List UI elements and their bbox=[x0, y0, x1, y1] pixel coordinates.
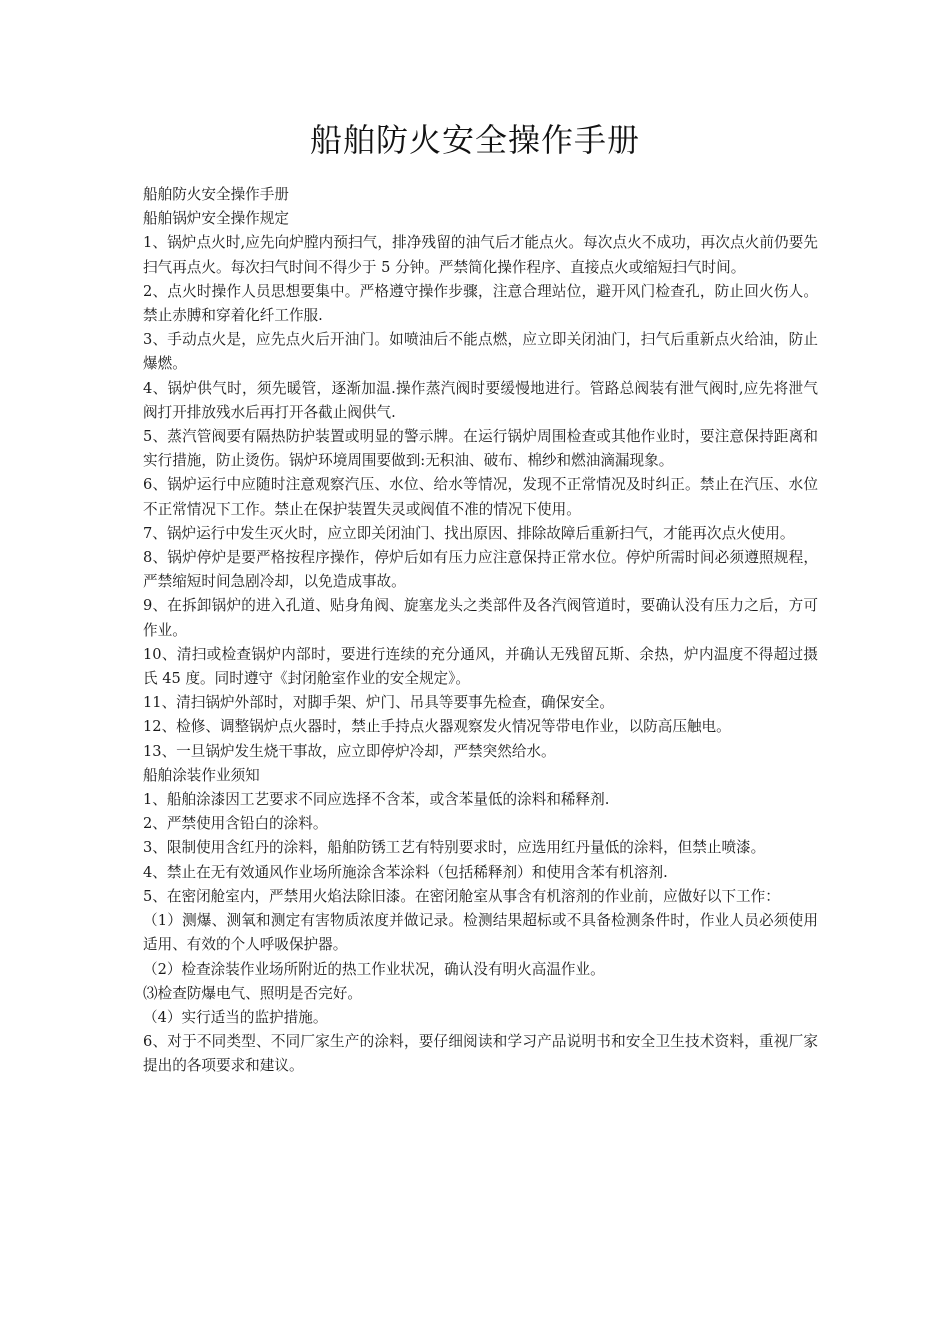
paragraph: 5、蒸汽管阀要有隔热防护装置或明显的警示牌。在运行锅炉周围检查或其他作业时，要注意保持距离和实行措施，防止烫伤。锅炉环境周围要做到:无积油、破布、棉纱和燃油滴漏现象。 bbox=[143, 428, 818, 470]
paragraph: ⑶检查防爆电气、照明是否完好。 bbox=[143, 984, 362, 1002]
paragraph: 1、锅炉点火时,应先向炉膛内预扫气，排净残留的油气后才能点火。每次点火不成功，再次点火前仍要先扫气再点火。每次扫气时间不得少于 5 分钟。严禁简化操作程序、直接点火或缩短扫气时间。 bbox=[143, 234, 818, 276]
paragraph: 船舶防火安全操作手册 bbox=[143, 186, 289, 203]
paragraph: 1、船舶涂漆因工艺要求不同应选择不含苯，或含苯量低的涂料和稀释剂. bbox=[143, 791, 610, 809]
paragraph: 13、一旦锅炉发生烧干事故，应立即停炉冷却，严禁突然给水。 bbox=[143, 742, 556, 760]
paragraph: 6、锅炉运行中应随时注意观察汽压、水位、给水等情况，发现不正常情况及时纠正。禁止在汽压、水位不正常情况下工作。禁止在保护装置失灵或阀值不准的情况下使用。 bbox=[143, 476, 818, 518]
paragraph: 6、对于不同类型、不同厂家生产的涂料，要仔细阅读和学习产品说明书和安全卫生技术资料，重视厂家提出的各项要求和建议。 bbox=[143, 1033, 818, 1075]
paragraph: 12、检修、调整锅炉点火器时，禁止手持点火器观察发火情况等带电作业，以防高压触电。 bbox=[143, 718, 731, 736]
paragraph: （2）检查涂装作业场所附近的热工作业状况，确认没有明火高温作业。 bbox=[143, 960, 605, 978]
paragraph: 11、清扫锅炉外部时，对脚手架、炉门、吊具等要事先检查，确保安全。 bbox=[143, 694, 614, 712]
paragraph: 8、锅炉停炉是要严格按程序操作，停炉后如有压力应注意保持正常水位。停炉所需时间必须遵照规程，严禁缩短时间急剧冷却，以免造成事故。 bbox=[143, 549, 818, 591]
paragraph: 2、点火时操作人员思想要集中。严格遵守操作步骤，注意合理站位，避开风门检查孔，防止回火伤人。禁止赤膊和穿着化纤工作服. bbox=[143, 282, 818, 325]
paragraph: 9、在拆卸锅炉的进入孔道、贴身角阀、旋塞龙头之类部件及各汽阀管道时，要确认没有压力之后，方可作业。 bbox=[143, 597, 818, 639]
paragraph: 4、锅炉供气时，须先暖管，逐渐加温.操作蒸汽阀时要缓慢地进行。管路总阀装有泄气阀时,应先将泄气阀打开排放残水后再打开各截止阀供气. bbox=[143, 379, 818, 421]
paragraph: （4）实行适当的监护措施。 bbox=[143, 1008, 328, 1026]
section-heading: 船舶涂装作业须知 bbox=[143, 766, 260, 784]
paragraph: （1）测爆、测氧和测定有害物质浓度并做记录。检测结果超标或不具备检测条件时，作业人员必须使用适用、有效的个人呼吸保护器。 bbox=[143, 912, 818, 954]
paragraph: 7、锅炉运行中发生灭火时，应立即关闭油门、找出原因、排除故障后重新扫气，才能再次点火使用。 bbox=[143, 524, 795, 542]
paragraph: 2、严禁使用含铅白的涂料。 bbox=[143, 815, 328, 833]
paragraph: 3、限制使用含红丹的涂料，船舶防锈工艺有特别要求时，应选用红丹量低的涂料，但禁止喷漆。 bbox=[143, 839, 766, 857]
paragraph: 10、清扫或检查锅炉内部时，要进行连续的充分通风，并确认无残留瓦斯、余热，炉内温度不得超过摄氏 45 度。同时遵守《封闭舱室作业的安全规定》。 bbox=[143, 645, 818, 688]
paragraph: 5、在密闭舱室内，严禁用火焰法除旧漆。在密闭舱室从事含有机溶剂的作业前，应做好以下工作： bbox=[143, 887, 780, 905]
document-title: 船舶防火安全操作手册 bbox=[309, 121, 640, 159]
section-heading: 船舶锅炉安全操作规定 bbox=[143, 210, 289, 228]
paragraph: 4、禁止在无有效通风作业场所施涂含苯涂料（包括稀释剂）和使用含苯有机溶剂. bbox=[143, 863, 668, 881]
document-body bbox=[143, 183, 818, 1079]
paragraph: 3、手动点火是，应先点火后开油门。如喷油后不能点燃，应立即关闭油门，扫气后重新点火给油，防止爆燃。 bbox=[143, 331, 818, 373]
